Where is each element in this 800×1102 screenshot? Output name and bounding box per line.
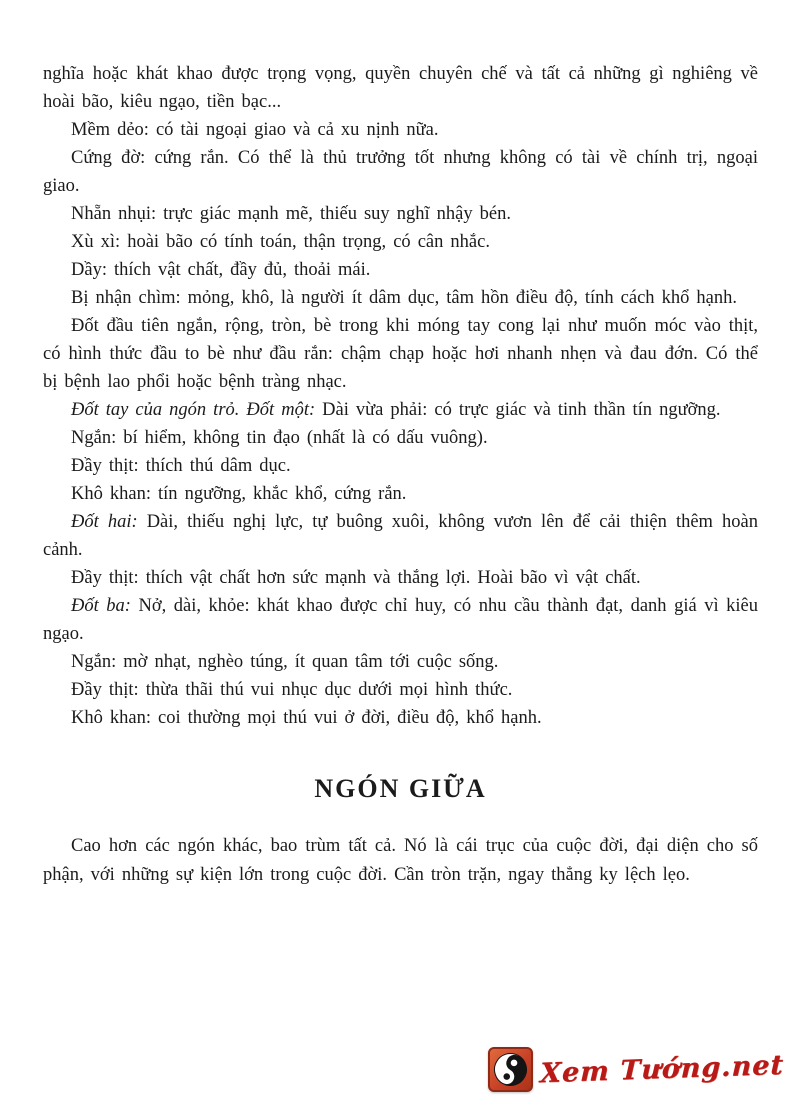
paragraph: Khô khan: tín ngưỡng, khắc khổ, cứng rắn. <box>71 484 407 504</box>
paragraph-lead-italic: Đốt ba: <box>71 596 131 616</box>
paragraph-lead-italic: Đốt hai: <box>71 512 138 532</box>
paragraph: Ngắn: bí hiểm, không tin đạo (nhất là có dấu vuông). <box>71 428 488 448</box>
section-heading: NGÓN GIỮA <box>314 774 487 803</box>
paragraph: Đốt hai: Dài, thiếu nghị lực, tự buông xuôi, không vươn lên để cải thiện thêm hoàn cảnh. <box>43 512 758 560</box>
paragraph: Cứng đờ: cứng rắn. Có thể là thủ trưởng tốt nhưng không có tài về chính trị, ngoại giao. <box>43 148 758 196</box>
watermark-logo[interactable] <box>488 1047 784 1092</box>
paragraph: Đầy thịt: thích thú dâm dục. <box>71 456 291 476</box>
closing-paragraph: Cao hơn các ngón khác, bao trùm tất cả. Nó là cái trục của cuộc đời, đại diện cho số phận, với những sự kiện lớn trong cuộc đời. Cần tròn trặn, ngay thẳng ky lệch lẹo. <box>43 836 758 885</box>
paragraph: Mềm dẻo: có tài ngoại giao và cả xu nịnh nữa. <box>71 120 439 140</box>
paragraph: Ngắn: mờ nhạt, nghèo túng, ít quan tâm tới cuộc sống. <box>71 652 499 672</box>
paragraph: Nhẵn nhụi: trực giác mạnh mẽ, thiếu suy nghĩ nhậy bén. <box>71 204 511 224</box>
paragraph-lead-italic: Đốt tay của ngón trỏ. Đốt một: <box>71 400 316 420</box>
paragraph: Đầy thịt: thừa thãi thú vui nhục dục dưới mọi hình thức. <box>71 680 513 700</box>
yin-yang-icon <box>488 1047 533 1092</box>
paragraph: Khô khan: coi thường mọi thú vui ở đời, điều độ, khổ hạnh. <box>71 708 542 728</box>
paragraph: Đốt ba: Nở, dài, khỏe: khát khao được chỉ huy, có nhu cầu thành đạt, danh giá vì kiêu ngạo. <box>43 596 758 644</box>
paragraph: Đốt tay của ngón trỏ. Đốt một: Dài vừa phải: có trực giác và tinh thần tín ngưỡng. <box>71 400 721 420</box>
paragraph: Dầy: thích vật chất, đầy đủ, thoải mái. <box>71 260 371 280</box>
paragraph: Bị nhận chìm: mỏng, khô, là người ít dâm dục, tâm hồn điều độ, tính cách khổ hạnh. <box>71 288 737 308</box>
body-text <box>43 60 758 732</box>
paragraph: Xù xì: hoài bão có tính toán, thận trọng, có cân nhắc. <box>71 232 490 252</box>
paragraph: nghĩa hoặc khát khao được trọng vọng, quyền chuyên chế và tất cả những gì nghiêng về hoài bão, kiêu ngạo, tiền bạc... <box>43 64 758 112</box>
paragraph: Đốt đầu tiên ngắn, rộng, tròn, bè trong khi móng tay cong lại như muốn móc vào thịt, có hình thức đầu to bè như đầu rắn: chậm chạp hoặc hơi nhanh nhẹn và đau đớn. Có thể bị bệnh lao phổi hoặc bệnh tràng nhạc. <box>43 316 758 392</box>
paragraph: Đầy thịt: thích vật chất hơn sức mạnh và thắng lợi. Hoài bão vì vật chất. <box>71 568 641 588</box>
watermark-site-name: Xem Tướng.net <box>539 1049 785 1090</box>
